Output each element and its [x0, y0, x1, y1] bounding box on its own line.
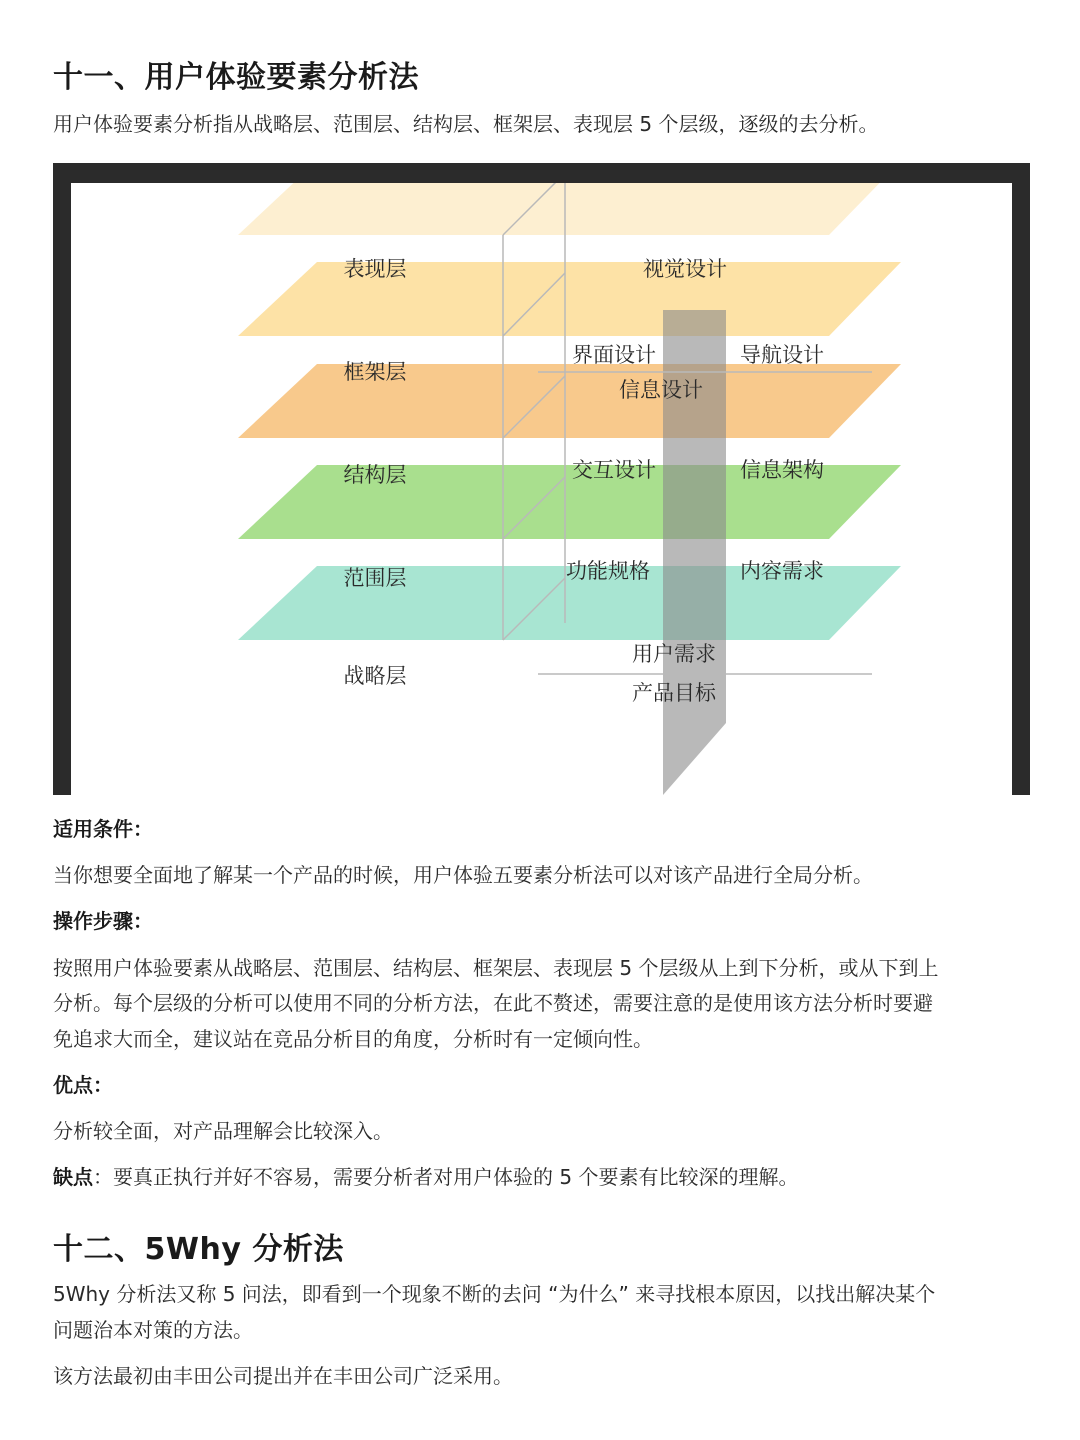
steps-line-2: 分析。每个层级的分析可以使用不同的分析方法，在此不赘述，需要注意的是使用该方法分析时要避 — [53, 991, 933, 1015]
item-interface-design: 界面设计 — [572, 343, 656, 367]
section-title-5why: 十二、5Why 分析法 — [53, 1232, 344, 1267]
ux-layers-svg — [71, 183, 1012, 795]
layer-name-strategy: 战略层 — [343, 664, 407, 688]
item-information-architecture: 信息架构 — [740, 458, 824, 482]
layer-name-scope: 范围层 — [343, 566, 407, 590]
layer-plane-skeleton — [238, 262, 901, 336]
conditions-label: 适用条件： — [53, 817, 153, 841]
layer-name-surface: 表现层 — [343, 257, 407, 281]
item-interaction-design: 交互设计 — [572, 458, 656, 482]
item-product-objectives: 产品目标 — [632, 681, 716, 705]
5why-line-2: 问题治本对策的方法。 — [53, 1318, 253, 1342]
layer-plane-surface — [238, 183, 901, 235]
section-title-ux-elements: 十一、用户体验要素分析法 — [53, 60, 419, 95]
steps-line-1: 按照用户体验要素从战略层、范围层、结构层、框架层、表现层 5 个层级从上到下分析，或从下到上 — [53, 956, 939, 980]
ux-elements-diagram-frame — [53, 163, 1030, 795]
pros-label: 优点： — [53, 1073, 113, 1097]
steps-label: 操作步骤： — [53, 909, 153, 933]
layer-name-structure: 结构层 — [343, 463, 407, 487]
cons-text: ：要真正执行并好不容易，需要分析者对用户体验的 5 个要素有比较深的理解。 — [93, 1165, 799, 1189]
section-intro: 用户体验要素分析指从战略层、范围层、结构层、框架层、表现层 5 个层级，逐级的去分析。 — [53, 112, 879, 136]
layer-plane-structure — [238, 364, 901, 438]
cons-paragraph — [53, 1159, 1020, 1195]
conditions-text: 当你想要全面地了解某一个产品的时候，用户体验五要素分析法可以对该产品进行全局分析。 — [53, 863, 873, 887]
5why-line-1: 5Why 分析法又称 5 问法，即看到一个现象不断的去问 “为什么” 来寻找根本原因，以找出解决某个 — [53, 1282, 936, 1306]
item-visual-design: 视觉设计 — [643, 257, 727, 281]
item-functional-specs: 功能规格 — [566, 559, 650, 583]
cons-label: 缺点 — [53, 1165, 93, 1189]
item-information-design: 信息设计 — [619, 378, 703, 402]
item-navigation-design: 导航设计 — [740, 343, 824, 367]
steps-line-3: 免追求大而全，建议站在竞品分析目的角度，分析时有一定倾向性。 — [53, 1027, 653, 1051]
item-content-requirements: 内容需求 — [740, 559, 824, 583]
layer-name-skeleton: 框架层 — [343, 360, 407, 384]
item-user-needs: 用户需求 — [632, 642, 716, 666]
pros-text: 分析较全面，对产品理解会比较深入。 — [53, 1119, 393, 1143]
5why-origin: 该方法最初由丰田公司提出并在丰田公司广泛采用。 — [53, 1364, 513, 1388]
ux-elements-diagram — [71, 183, 1012, 795]
